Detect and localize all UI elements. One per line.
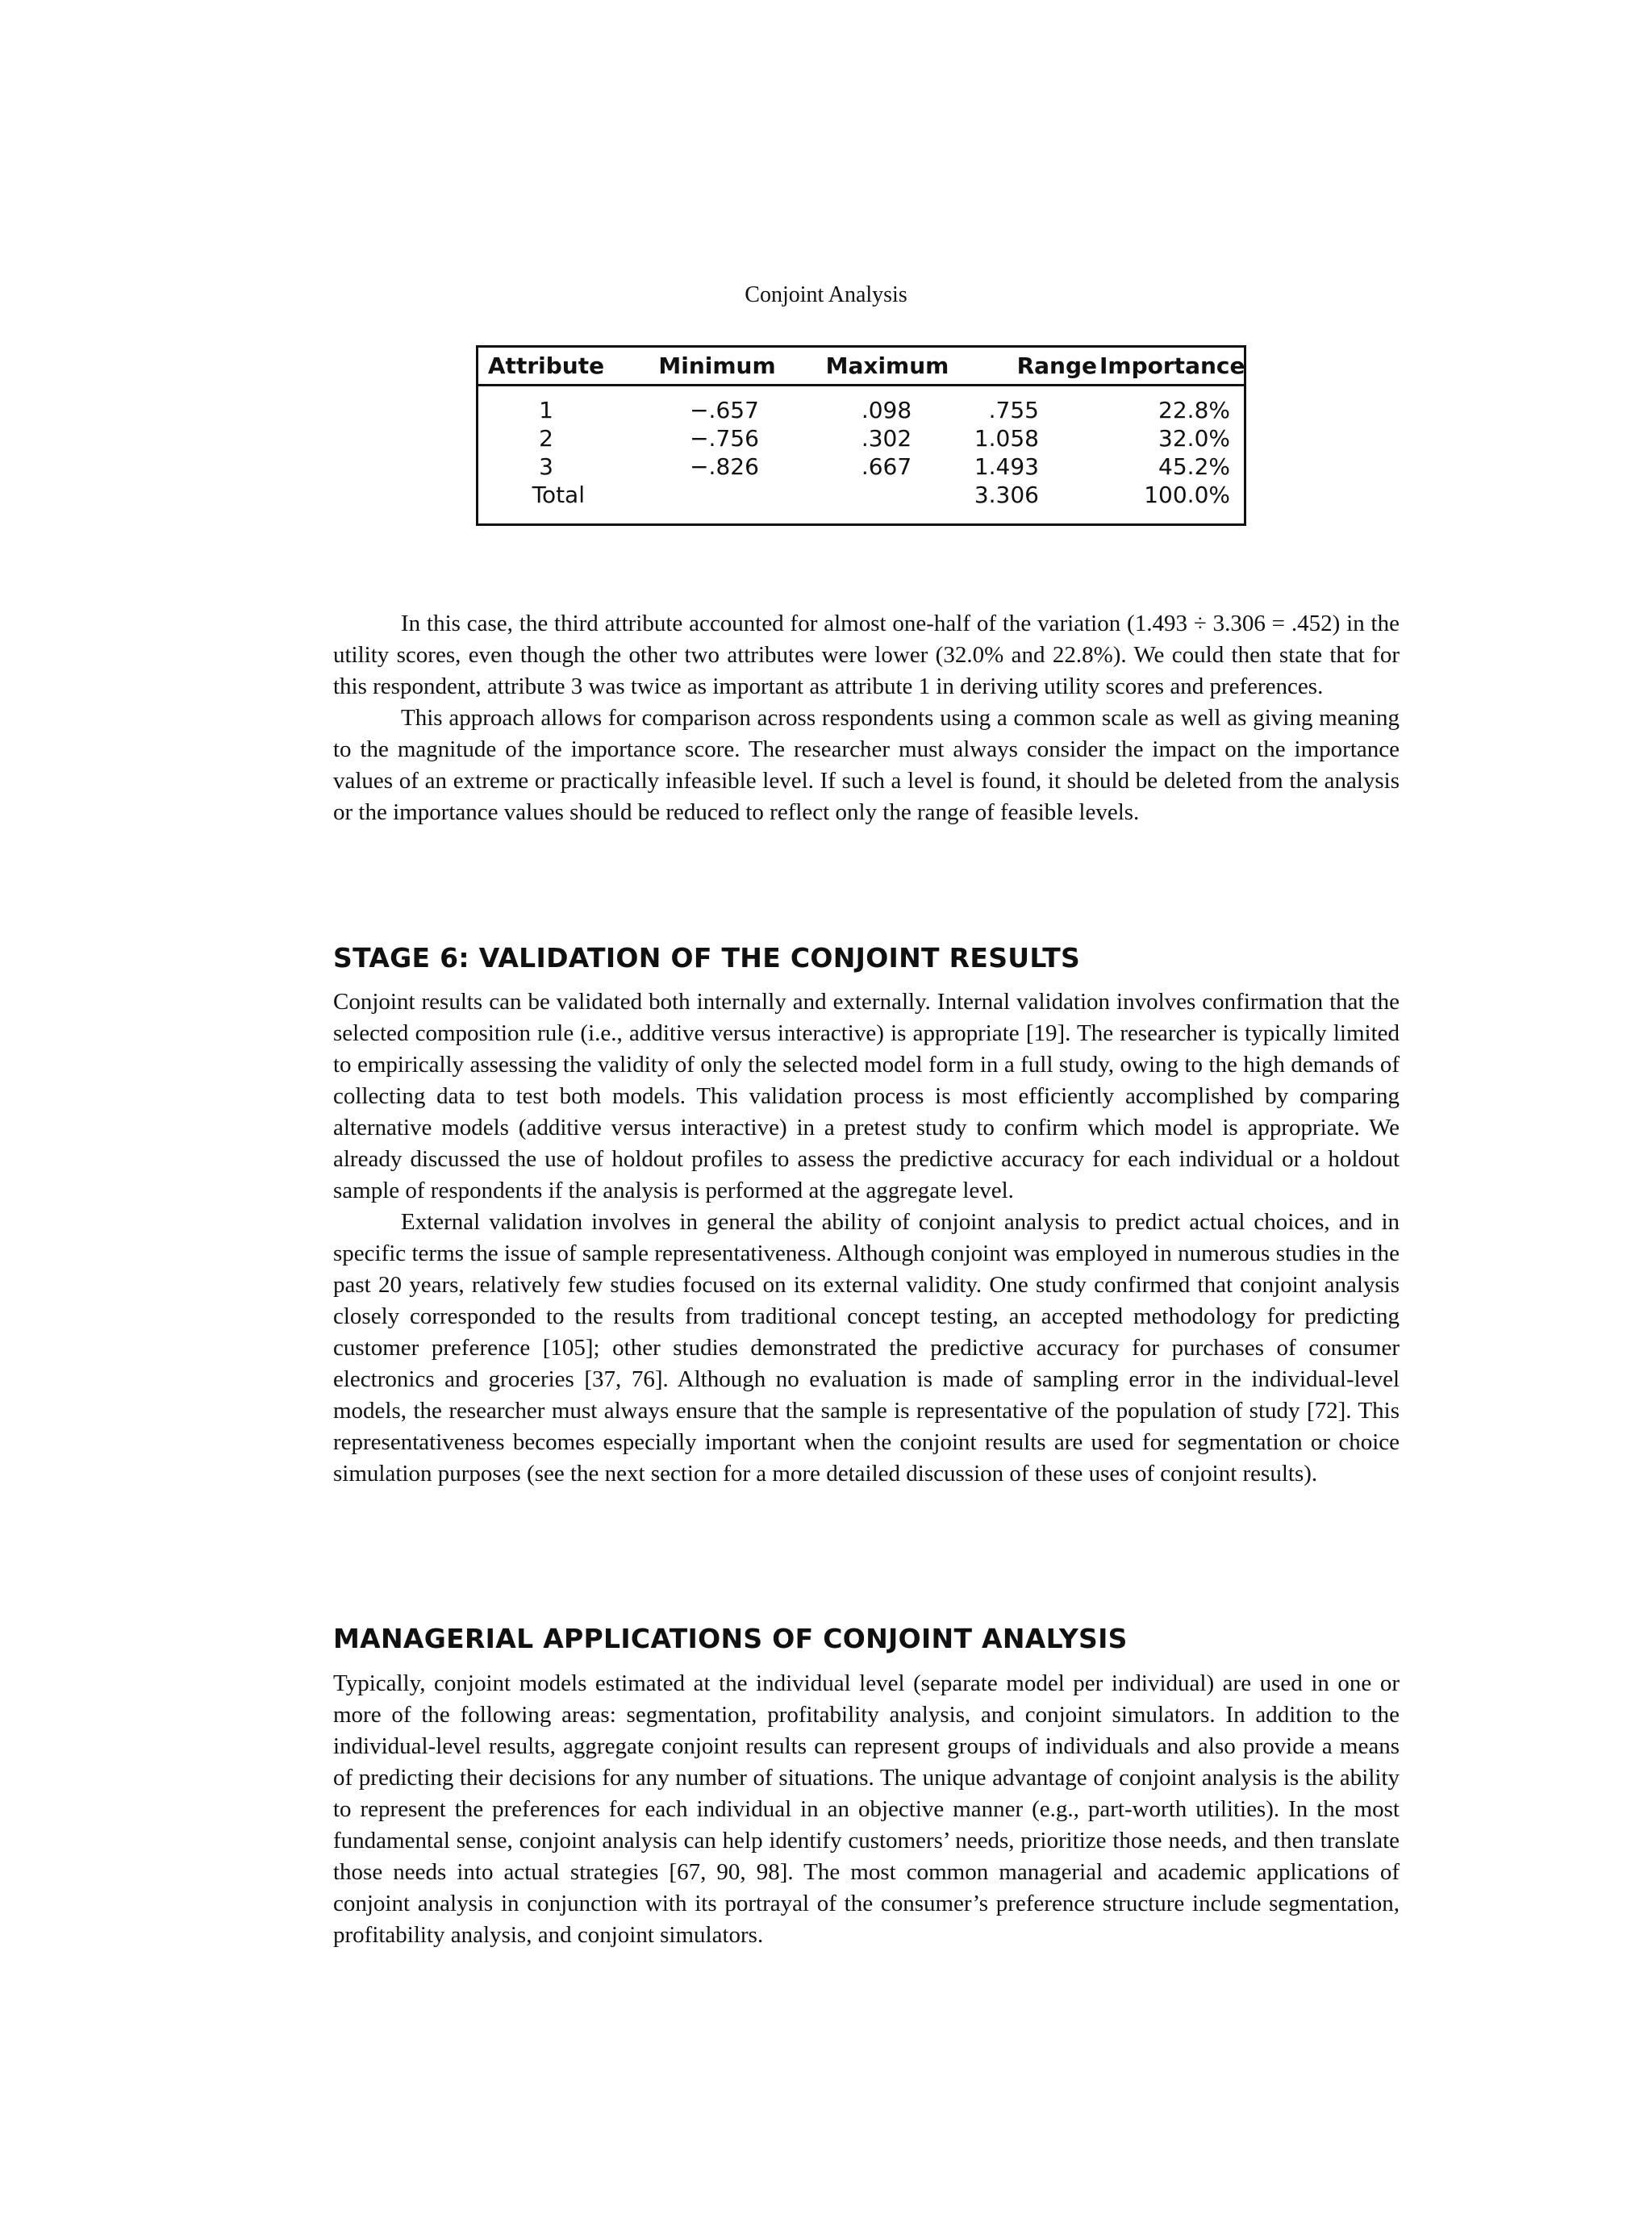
cell-attribute: 1	[539, 397, 553, 423]
cell-total-label: Total	[532, 482, 585, 508]
cell-range: 1.493	[974, 453, 1039, 480]
cell-importance: 22.8%	[1158, 397, 1230, 423]
stage6-text	[333, 986, 1400, 1490]
header-importance: Importance	[1099, 352, 1245, 379]
managerial-text	[333, 1668, 1400, 1951]
running-head: Conjoint Analysis	[745, 282, 907, 307]
table-row	[478, 396, 1244, 424]
paragraph: Typically, conjoint models estimated at the individual level (separate model per individual) are used in one or more of the following areas: segmentation, profitability analysis, and conjoint simulators. In addition to the individual-level results, aggregate conjoint results can represent groups of individuals and also provide a means of predicting their decisions for any number of situations. The unique advantage of conjoint analysis is the ability to represent the preferences for each individual in an objective manner (e.g., part-worth utilities). In the most fundamental sense, conjoint analysis can help identify customers’ needs, prioritize those needs, and then translate those needs into actual strategies [67, 90, 98]. The most common managerial and academic applications of conjoint analysis in conjunction with its portrayal of the consumer’s preference structure include segmentation, profitability analysis, and conjoint simulators.	[333, 1670, 1400, 1948]
table-row	[478, 452, 1244, 481]
cell-minimum: −.826	[690, 453, 759, 480]
paragraph: This approach allows for comparison across respondents using a common scale as well as giving meaning to the magnitude of the importance score. The researcher must always consider the impact on the importance values of an extreme or practically infeasible level. If such a level is found, it should be deleted from the analysis or the importance values should be reduced to reflect only the range of feasible levels.	[333, 705, 1400, 825]
paragraph: Conjoint results can be validated both internally and externally. Internal validation involves confirmation that the selected composition rule (i.e., additive versus interactive) is appropriate [19]. The researcher is typically limited to empirically assessing the validity of only the selected model form in a full study, owing to the high demands of collecting data to test both models. This validation process is most efficiently accomplished by comparing alternative models (additive versus interactive) in a pretest study to confirm which model is appropriate. We already discussed the use of holdout profiles to assess the predictive accuracy for each individual or a holdout sample of respondents if the analysis is performed at the aggregate level.	[333, 989, 1400, 1203]
importance-table	[476, 345, 1246, 526]
paragraph: In this case, the third attribute accounted for almost one-half of the variation (1.493 ÷ 3.306 = .452) in the utility scores, even though the other two attributes were lower (32.0% and 22.8%). We could then state that for this respondent, attribute 3 was twice as important as attribute 1 in deriving utility scores and preferences.	[333, 611, 1400, 699]
cell-minimum: −.657	[690, 397, 759, 423]
cell-minimum: −.756	[690, 425, 759, 452]
cell-attribute: 3	[539, 453, 553, 480]
cell-maximum: .667	[861, 453, 912, 480]
cell-maximum: .302	[861, 425, 912, 452]
cell-total-range: 3.306	[974, 482, 1039, 508]
cell-attribute: 2	[539, 425, 553, 452]
table-body	[478, 396, 1244, 509]
intro-text	[333, 608, 1400, 828]
section-heading-stage6: STAGE 6: VALIDATION OF THE CONJOINT RESULTS	[333, 942, 1081, 974]
header-range: Range	[1016, 352, 1097, 379]
table-total-row	[478, 481, 1244, 509]
header-maximum: Maximum	[825, 352, 949, 379]
cell-range: .755	[988, 397, 1039, 423]
table-header-row	[478, 348, 1244, 386]
header-attribute: Attribute	[487, 352, 605, 379]
header-minimum: Minimum	[658, 352, 776, 379]
paragraph: External validation involves in general the ability of conjoint analysis to predict actual choices, and in specific terms the issue of sample representativeness. Although conjoint was employed in numerous studies in the past 20 years, relatively few studies focused on its external validity. One study confirmed that conjoint analysis closely corresponded to the results from traditional concept testing, an accepted methodology for predicting customer preference [105]; other studies demonstrated the predictive accuracy for purchases of consumer electronics and groceries [37, 76]. Although no evaluation is made of sampling error in the individual-level models, the researcher must always ensure that the sample is representative of the population of study [72]. This representativeness becomes especially important when the conjoint results are used for segmentation or choice simulation purposes (see the next section for a more detailed discussion of these uses of conjoint results).	[333, 1209, 1400, 1487]
table-row	[478, 424, 1244, 452]
cell-range: 1.058	[974, 425, 1039, 452]
cell-maximum: .098	[861, 397, 912, 423]
cell-importance: 45.2%	[1158, 453, 1230, 480]
cell-total-importance: 100.0%	[1144, 482, 1230, 508]
cell-importance: 32.0%	[1158, 425, 1230, 452]
section-heading-managerial: MANAGERIAL APPLICATIONS OF CONJOINT ANALYSIS	[333, 1623, 1128, 1654]
